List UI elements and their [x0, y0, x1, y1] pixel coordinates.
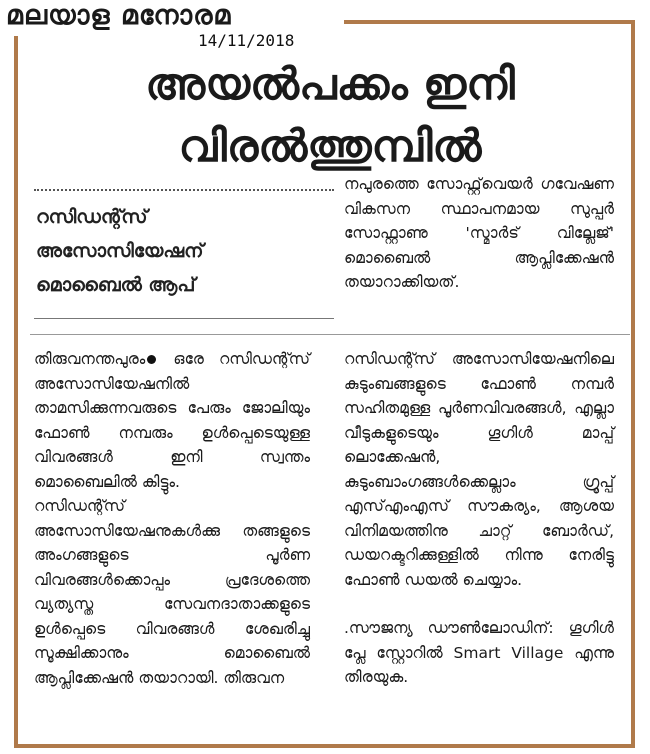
headline-line-2: വിരൽത്തുമ്പിൽ [178, 121, 482, 172]
subhead-line-3: മൊബൈൽ ആപ് [36, 274, 196, 296]
intro-paragraph [344, 172, 614, 295]
column-1-paragraph-2: റസിഡന്റ്സ് അസോസിയേഷനുകൾക്കു തങ്ങളുടെ അംഗങ്ങളുടെ പൂർണ വിവരങ്ങൾക്കൊപ്പം പ്രദേശത്തെ വ്യത്യസ്ത സേവനദാതാക്കളുടെ ഉൾപ്പെടെ വിവരങ്ങൾ ശേഖരിച്ചു സൂക്ഷിക്കാനും മൊബൈൽ ആപ്ലിക്കേഷൻ തയാറായി. തിരുവന [34, 497, 310, 687]
subhead-divider-bottom [34, 318, 334, 319]
dateline-place: തിരുവനന്തപുരം [34, 350, 146, 368]
subhead-divider-top [34, 189, 334, 191]
article-column-1 [34, 347, 310, 690]
publication-date: 14/11/2018 [198, 31, 295, 50]
frame-border-top [344, 20, 635, 24]
frame-border-left [14, 36, 18, 748]
headline [40, 54, 620, 178]
column-divider [30, 334, 630, 335]
subhead-line-1: റസിഡന്റ്സ് [36, 206, 148, 228]
headline-line-1: അയൽപക്കം ഇനി [145, 59, 515, 110]
masthead-logo: മലയാള മനോരമ [6, 0, 232, 31]
article-column-2 [344, 347, 614, 690]
frame-border-bottom [14, 744, 635, 748]
subhead-line-2: അസോസിയേഷന് [36, 240, 204, 262]
frame-border-right [631, 20, 635, 748]
subheadline [36, 200, 336, 302]
paragraph-gap [344, 592, 614, 616]
column-2-paragraph-2: .സൗജന്യ ഡൗൺലോഡിന്: ഗൂഗിൾ പ്ലേ സ്റ്റോറിൽ Smart Village എന്നു തിരയുക. [344, 619, 614, 686]
column-2-paragraph-1: റസിഡന്റ്സ് അസോസിയേഷനിലെ കുടുംബങ്ങളുടെ ഫോൺ നമ്പർ സഹിതമുള്ള പൂർണവിവരങ്ങൾ, എല്ലാ വീടുകളുടെയും ഗൂഗിൾ മാപ്പ് ലൊക്കേഷൻ, കുടുംബാംഗങ്ങൾക്കെല്ലാം ഗ്രൂപ്പ് എസ്എംഎസ് സൗകര്യം, ആശയ വിനിമയത്തിനു ചാറ്റ് ബോർഡ്, ഡയറക്ടറിക്കുള്ളിൽ നിന്നു നേരിട്ടു ഫോൺ ഡയൽ ചെയ്യാം. [344, 350, 614, 589]
column-1-paragraph-1 [34, 347, 310, 494]
intro-text: നപുരത്തെ സോഫ്റ്റ്‌വെയർ ഗവേഷണ വികസന സ്ഥാപനമായ സുപ്പർ സോഫ്റ്റാണു 'സ്മാർട് വില്ലേജ്' മൊബൈൽ ആപ്ലിക്കേഷൻ തയാറാക്കിയത്. [344, 175, 614, 291]
bullet-icon [147, 355, 156, 364]
column-1-paragraph-1-text: ഒരേ റസിഡന്റ്സ് അസോസിയേഷനിൽ താമസിക്കുന്നവരുടെ പേരും ജോലിയും ഫോൺ നമ്പരും ഉൾപ്പെടെയുള്ള വിവരങ്ങൾ ഇനി സ്വന്തം മൊബൈലിൽ കിട്ടും. [34, 350, 310, 491]
